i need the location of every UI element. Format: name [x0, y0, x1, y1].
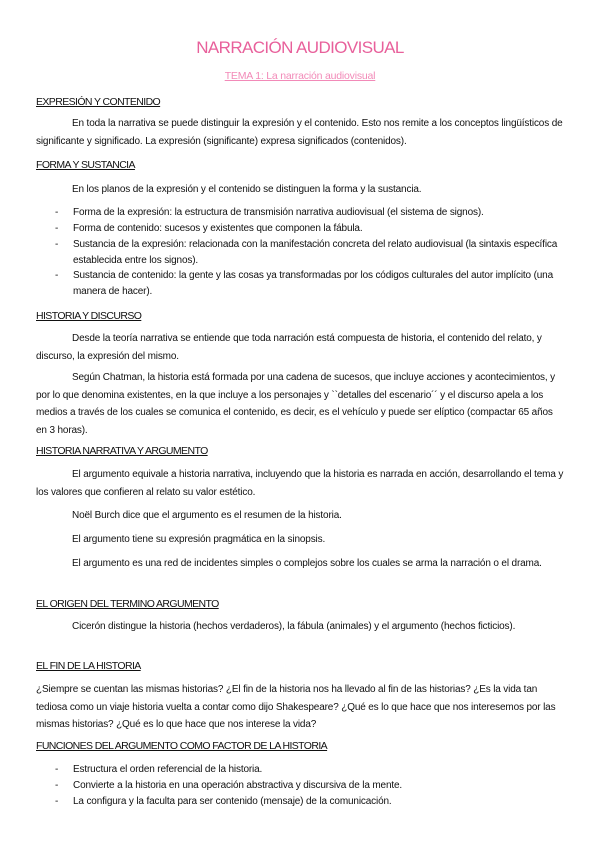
heading-funciones-argumento: FUNCIONES DEL ARGUMENTO COMO FACTOR DE LA HISTORIA: [36, 740, 328, 752]
list-item: - Convierte a la historia en una operación abstractiva y discursiva de la mente.: [55, 780, 403, 791]
heading-origen-termino: EL ORIGEN DEL TERMINO ARGUMENTO: [36, 598, 219, 610]
heading-forma-sustancia: FORMA Y SUSTANCIA: [36, 159, 135, 171]
paragraph: En los planos de la expresión y el contenido se distinguen la forma y la sustancia.: [72, 184, 422, 195]
list-item: - Forma de contenido: sucesos y existentes que componen la fábula.: [55, 223, 363, 234]
heading-historia-narrativa-argumento: HISTORIA NARRATIVA Y ARGUMENTO: [36, 445, 208, 457]
paragraph: Según Chatman, la historia está formada por una cadena de sucesos, que incluye acciones y acontecimientos, y por lo que denomina existentes, en la que incluye a los personajes y ``detalles del escenario´´ y el discurso apela a los medios a través de los cuales se comunica el contenido, es decir, es el vehículo y puede ser elíptico (compactar 65 años en 3 horas).: [36, 372, 555, 436]
paragraph: Noël Burch dice que el argumento es el resumen de la historia.: [72, 510, 342, 521]
paragraph: Cicerón distingue la historia (hechos verdaderos), la fábula (animales) y el argumento (hechos ficticios).: [72, 621, 516, 632]
document-subtitle: TEMA 1: La narración audiovisual: [224, 70, 376, 82]
list-item: - Estructura el orden referencial de la historia.: [55, 764, 263, 775]
paragraph: El argumento tiene su expresión pragmática en la sinopsis.: [72, 534, 326, 545]
heading-historia-discurso: HISTORIA Y DISCURSO: [36, 310, 142, 322]
paragraph: Desde la teoría narrativa se entiende que toda narración está compuesta de historia, el contenido del relato, y discurso, la expresión del mismo.: [36, 333, 542, 362]
list-item: - Forma de la expresión: la estructura de transmisión narrativa audiovisual (el sistema de signos).: [55, 207, 484, 218]
list-item: - Sustancia de la expresión: relacionada con la manifestación concreta del relato audiovisual (la sintaxis específica establecida entre los signos).: [55, 239, 558, 266]
paragraph: ¿Siempre se cuentan las mismas historias? ¿El fin de la historia nos ha llevado al fin de las historias? ¿Es la vida tan tediosa como un viaje historia vuelta a contar como dijo Shakespeare? ¿Qué es lo que hace que nos interesemos por las mismas historias? ¿Qué es lo que hace que nos interese la vida?: [36, 684, 556, 730]
document-title: NARRACIÓN AUDIOVISUAL: [196, 38, 404, 57]
paragraph: El argumento es una red de incidentes simples o complejos sobre los cuales se arma la narración o el drama.: [72, 558, 542, 569]
heading-fin-historia: EL FIN DE LA HISTORIA: [36, 660, 141, 672]
paragraph: En toda la narrativa se puede distinguir la expresión y el contenido. Esto nos remite a los conceptos lingüísticos de significante y significado. La expresión (significante) expresa significados (contenidos).: [36, 118, 563, 147]
list-item: - Sustancia de contenido: la gente y las cosas ya transformadas por los códigos culturales del autor implícito (una manera de hacer).: [55, 270, 553, 297]
paragraph: El argumento equivale a historia narrativa, incluyendo que la historia es narrada en acción, desarrollando el tema y los valores que confieren al relato su valor estético.: [36, 469, 564, 498]
list-item: - La configura y la faculta para ser contenido (mensaje) de la comunicación.: [55, 796, 392, 807]
heading-expresion-contenido: EXPRESIÓN Y CONTENIDO: [36, 96, 161, 108]
